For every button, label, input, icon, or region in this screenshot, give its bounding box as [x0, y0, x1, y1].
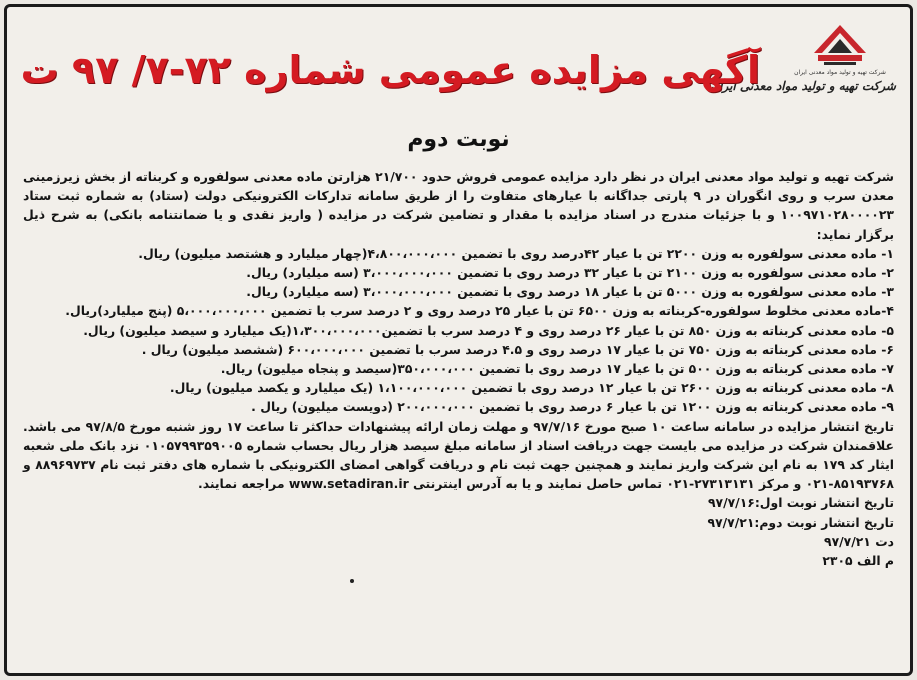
ad-body	[23, 167, 894, 570]
ad-title: آگهی مزایده عمومی شماره ۷۲-۷/ ۹۷ ت	[20, 48, 760, 92]
lot-item: ۷- ماده معدنی کربناته به وزن ۵۰۰ تن با عیار ۱۷ درصد روی با تضمین ۳۵۰،۰۰۰،۰۰۰(سیصد و پنجاه میلیون) ریال.	[220, 361, 894, 377]
lot-item: ۹- ماده معدنی کربناته به وزن ۱۲۰۰ تن با عیار ۶ درصد روی با تضمین ۲۰۰،۰۰۰،۰۰۰ (دویست میلیون) ریال .	[251, 399, 894, 415]
mountain-logo-icon	[812, 23, 868, 67]
print-dot	[350, 579, 354, 583]
first-publish-date: تاریخ انتشار نوبت اول:۹۷/۷/۱۶	[707, 495, 894, 511]
lot-item: ۱- ماده معدنی سولفوره به وزن ۲۲۰۰ تن با عیار ۴۲درصد روی با تضمین ۴،۸۰۰،۰۰۰،۰۰۰(چهار میلیارد و هشتصد میلیون) ریال.	[138, 245, 894, 261]
intro-paragraph: شرکت تهیه و تولید مواد معدنی ایران در نظر دارد مزایده عمومی فروش حدود ۲۱/۷۰۰ هزارتن ماده معدنی سولفوره و کربناته از بخش زیرزمینی معدن سرب و روی انگوران در ۹ پارتی جداگانه با عیارهای متفاوت را از طریق سامانه تدارکات الکترونیکی دولت (ستاد) به شماره ثبت ستاد ۱۰۰۹۷۱۰۲۸۰۰۰۰۲۳ و با جزئیات مندرج در اسناد مزایده با مقدار و تضامین شرکت در مزایده ( واریز نقدی و یا ضمانتنامه بانکی) به شرح ذیل برگزار نماید:	[23, 169, 894, 242]
lot-item: ۴-ماده معدنی مخلوط سولفوره-کربناته به وزن ۶۵۰۰ تن با عیار ۲۵ درصد روی و ۲ درصد سرب با تضمین ۵،۰۰۰،۰۰۰،۰۰۰ (پنج میلیارد)ریال.	[65, 303, 894, 319]
details-text: تاریخ انتشار مزایده در سامانه ساعت ۱۰ صبح مورخ ۹۷/۷/۱۶ و مهلت زمان ارائه پیشنهادات حداکثر تا ساعت ۱۷ روز شنبه مورخ ۹۷/۸/۵ می باشد. علاقمندان شرکت در مزایده می بایست جهت دریافت اسناد از سامانه مبلغ سیصد هزار ریال بحساب شماره ۰۱۰۵۷۹۹۳۵۹۰۰۵ نزد بانک ملی شعبه ایثار کد ۱۷۹ به نام این شرکت واریز نمایند و همچنین جهت ثبت نام و دریافت گواهی امضای الکترونیکی با شماره های دفتر ثبت نام ۸۸۹۶۹۷۳۷ و ۸۵۱۹۳۷۶۸-۰۲۱ و مرکز ۲۷۳۱۳۱۳۱-۰۲۱ تماس حاصل نمایند و یا به آدرس اینترنتی	[23, 418, 895, 492]
ad-reference: م الف ۲۳۰۵	[822, 553, 894, 569]
lot-item: ۳- ماده معدنی سولفوره به وزن ۵۰۰۰ تن با عیار ۱۸ درصد روی با تضمین ۳،۰۰۰،۰۰۰،۰۰۰ (سه میلیارد) ریال.	[246, 284, 894, 300]
lot-item: ۲- ماده معدنی سولفوره به وزن ۲۱۰۰ تن با عیار ۳۲ درصد روی با تضمین ۳،۰۰۰،۰۰۰،۰۰۰ (سه میلیارد) ریال.	[246, 265, 894, 281]
logo-subtitle: شرکت تهیه و تولید مواد معدنی ایران	[794, 69, 886, 76]
lot-item: ۵- ماده معدنی کربناته به وزن ۸۵۰ تن با عیار ۲۶ درصد روی و ۴ درصد سرب با تضمین۱،۳۰۰،۰۰۰،۰۰۰(یک میلیارد و سیصد میلیون) ریال.	[83, 322, 894, 338]
details-end: مراجعه نمایند.	[197, 476, 285, 492]
ad-border	[4, 4, 913, 676]
company-logo	[710, 23, 896, 115]
details-paragraph	[23, 417, 894, 494]
lot-item: ۶- ماده معدنی کربناته به وزن ۷۵۰ تن با عیار ۱۷ درصد روی و ۴.۵ درصد سرب با تضمین ۶۰۰،۰۰۰،۰۰۰ (ششصد میلیون) ریال .	[141, 341, 894, 357]
lot-item: ۸- ماده معدنی کربناته به وزن ۲۶۰۰ تن با عیار ۱۲ درصد روی با تضمین ۱،۱۰۰،۰۰۰،۰۰۰ (یک میلیارد و یکصد میلیون) ریال.	[169, 380, 894, 396]
ad-round: نوبت دوم	[407, 127, 510, 152]
code-date: دت ۹۷/۷/۲۱	[824, 533, 894, 549]
logo-name: شرکت تهیه و تولید مواد معدنی ایران	[710, 79, 896, 93]
website-link[interactable]: www.setadiran.ir	[288, 476, 409, 492]
second-publish-date: تاریخ انتشار نوبت دوم:۹۷/۷/۲۱	[707, 514, 894, 530]
